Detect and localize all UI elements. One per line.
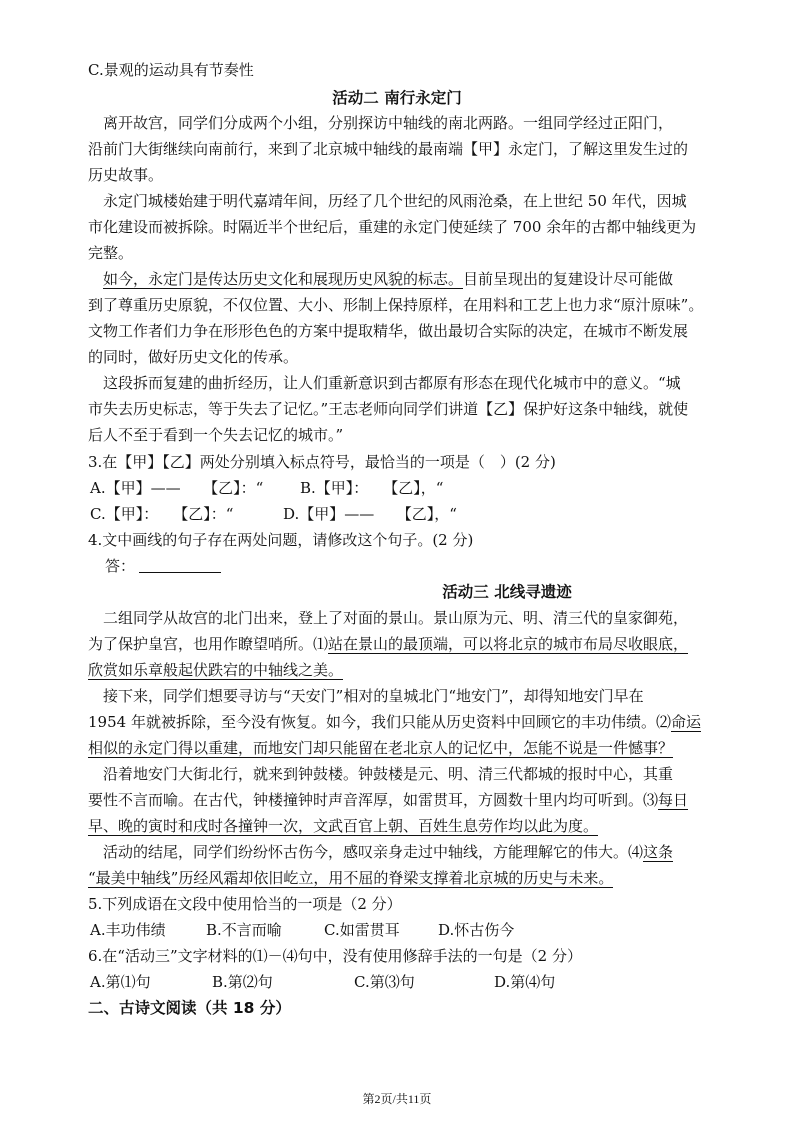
a2-p1-line1: 离开故宫，同学们分成两个小组，分别探访中轴线的南北两路。一组同学经过正阳门， <box>103 114 674 132</box>
a2-p1-line2: 沿前门大街继续向南前行，来到了北京城中轴线的最南端【甲】永定门，了解这里发生过的 <box>88 140 689 158</box>
q6-option-a: A.第⑴句 <box>90 973 151 991</box>
a2-p2-line1: 永定门城楼始建于明代嘉靖年间，历经了几个世纪的风雨沧桑，在上世纪 50 年代，因城 <box>103 192 687 210</box>
a3-p2-line2 <box>88 712 724 732</box>
a3-p4-line1 <box>103 842 739 862</box>
a2-p2-line2: 市化建设而被拆除。时隔近半个世纪后，重建的永定门使延续了 700 余年的古都中轴线更为 <box>88 218 697 236</box>
activity3-title: 活动三 北线寻遗迹 <box>442 583 572 601</box>
a3-p2-line1: 接下来，同学们想要寻访与“天安门”相对的皇城北门“地安门”，却得知地安门早在 <box>103 687 644 705</box>
a2-p3-line1-rest: 目前呈现出的复建设计尽可能做 <box>463 270 674 288</box>
a3-p3-line2 <box>88 790 724 810</box>
q5-option-a: A.丰功伟绩 <box>90 921 166 939</box>
sentence-1-part1: 站在景山的最顶端，可以将北京的城市布局尽收眼底， <box>328 635 689 653</box>
a2-p1-line3: 历史故事。 <box>88 166 164 184</box>
a3-p2-line3 <box>88 738 724 758</box>
sentence-2-part1: 命运 <box>670 713 701 731</box>
answer-label: 答： <box>105 557 136 575</box>
a3-p3-line3 <box>88 816 724 836</box>
q5-option-d: D.怀古伤今 <box>438 921 515 939</box>
a3-p1-line3 <box>88 660 724 680</box>
sentence-4-part2: “最美中轴线”历经风霜却依旧屹立，用不屈的脊梁支撑着北京城的历史与未来。 <box>88 869 614 887</box>
sentence-4-part1: 这条 <box>643 843 674 861</box>
page-number: 第2页/共11页 <box>362 1092 432 1106</box>
a3-p1-line2-text: 为了保护皇宫，也用作瞭望哨所。⑴ <box>88 635 329 653</box>
q6-stem: 6.在“活动三”文字材料的⑴－⑷句中，没有使用修辞手法的一句是（2 分） <box>88 947 582 965</box>
a3-p4-line1-text: 活动的结尾，同学们纷纷怀古伤今，感叹亲身走过中轴线，方能理解它的伟大。⑷ <box>103 843 644 861</box>
a3-p3-line2-text: 要性不言而喻。在古代，钟楼撞钟时声音浑厚，如雷贯耳，方圆数十里内均可听到。⑶ <box>88 791 659 809</box>
q3-option-c: C.【甲】： 【乙】：“ <box>90 505 234 523</box>
q5-option-c: C.如雷贯耳 <box>324 921 400 939</box>
a2-p3-line3: 文物工作者们力争在形形色色的方案中提取精华，做出最切合实际的决定，在城市不断发展 <box>88 322 689 340</box>
sentence-3-part2: 早、晚的寅时和戌时各撞钟一次，文武百官上朝、百姓生息劳作均以此为度。 <box>88 817 599 835</box>
q4-stem: 4.文中画线的句子存在两处问题，请修改这个句子。(2 分) <box>88 531 474 549</box>
a3-p1-line1: 二组同学从故宫的北门出来，登上了对面的景山。景山原为元、明、清三代的皇家御苑， <box>103 609 689 627</box>
sentence-1-part2: 欣赏如乐章般起伏跌宕的中轴线之美。 <box>88 661 344 679</box>
q3-option-a: A.【甲】—— 【乙】：“ <box>90 479 264 497</box>
a2-p3-line1 <box>103 269 739 289</box>
section2-heading: 二、古诗文阅读（共 18 分） <box>88 999 291 1017</box>
q3-stem: 3.在【甲】【乙】两处分别填入标点符号，最恰当的一项是（ ）(2 分) <box>88 453 556 471</box>
a3-p4-line2 <box>88 868 724 888</box>
activity2-title: 活动二 南行永定门 <box>332 89 462 107</box>
answer-blank[interactable] <box>139 558 221 573</box>
a2-p4-line1: 这段拆而复建的曲折经历，让人们重新意识到古都原有形态在现代化城市中的意义。“城 <box>103 374 681 392</box>
a2-p3-line4: 的同时，做好历史文化的传承。 <box>88 348 299 366</box>
q5-stem: 5.下列成语在文段中使用恰当的一项是（2 分） <box>88 895 402 913</box>
a2-p4-line2: 市失去历史标志，等于失去了记忆。”王志老师向同学们讲道【乙】保护好这条中轴线，就使 <box>88 400 689 418</box>
a3-p2-line2-text: 1954 年就被拆除，至今没有恢复。如今，我们只能从历史资料中回顾它的丰功伟绩。⑵ <box>88 713 671 731</box>
q3-option-b: B.【甲】： 【乙】，“ <box>300 479 444 497</box>
q5-option-b: B.不言而喻 <box>206 921 282 939</box>
q4-answer-line <box>105 556 741 576</box>
q6-option-b: B.第⑵句 <box>212 973 273 991</box>
a2-p3-line2: 到了尊重历史原貌，不仅位置、大小、形制上保持原样，在用料和工艺上也力求“原汁原味”。 <box>88 296 704 314</box>
a2-p4-line3: 后人不至于看到一个失去记忆的城市。” <box>88 426 344 444</box>
option-c-line: C.景观的运动具有节奏性 <box>88 61 254 79</box>
sentence-3-part1: 每日 <box>658 791 689 809</box>
a3-p3-line1: 沿着地安门大街北行，就来到钟鼓楼。钟鼓楼是元、明、清三代都城的报时中心，其重 <box>103 765 674 783</box>
q6-option-d: D.第⑷句 <box>494 973 556 991</box>
a2-p2-line3: 完整。 <box>88 244 134 262</box>
q3-option-d: D.【甲】—— 【乙】，“ <box>283 505 457 523</box>
q6-option-c: C.第⑶句 <box>354 973 415 991</box>
underlined-sentence: 如今，永定门是传达历史文化和展现历史风貌的标志。 <box>103 270 464 288</box>
a3-p1-line2 <box>88 634 724 654</box>
sentence-2-part2: 相似的永定门得以重建，而地安门却只能留在老北京人的记忆中，怎能不说是一件憾事？ <box>88 739 674 757</box>
